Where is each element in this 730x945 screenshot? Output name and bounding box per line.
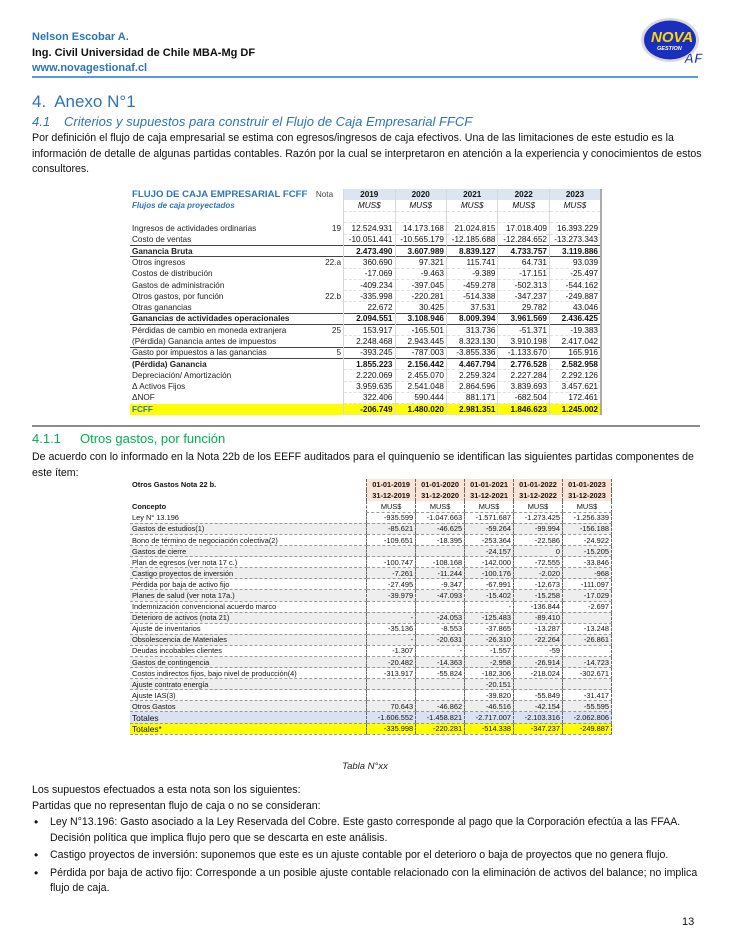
row-value: -1.047.663	[416, 512, 465, 523]
row-label: Gasto por impuestos a las ganancias	[130, 347, 314, 358]
row-nota	[314, 392, 344, 403]
og-table-row	[130, 568, 612, 579]
row-value: 172.461	[549, 392, 601, 403]
row-value: 21.024.815	[446, 223, 497, 234]
row-value: 2.094.551	[344, 313, 395, 324]
row-value: 153.917	[344, 325, 395, 336]
row-value: -12.284.652	[498, 234, 549, 245]
row-value: 30.425	[395, 302, 446, 313]
section-heading-4: 4. Anexo N°1	[32, 92, 136, 111]
fcff-table-row	[130, 302, 601, 313]
row-value: 8.323.130	[446, 336, 497, 347]
row-value: 2.864.596	[446, 381, 497, 392]
fcff-spacer-row	[130, 212, 601, 223]
row-value: 165.916	[549, 347, 601, 358]
row-value: 322.406	[344, 392, 395, 403]
row-label: Bono de término de negociación colectiva(2)	[130, 534, 367, 545]
row-nota: 19	[331, 224, 342, 234]
assumption-item: • Castigo proyectos de inversión: suponemos que este es un ajuste contable por el deterioro o baja de proyectos que no genera flujo.	[32, 848, 702, 864]
og-table-row	[130, 601, 612, 612]
row-value: 1.846.623	[498, 404, 549, 415]
row-nota: 22.a	[314, 257, 344, 268]
row-value: -42.154	[514, 701, 563, 712]
row-value: -12.185.688	[446, 234, 497, 245]
row-value: 0	[514, 546, 563, 557]
row-value: 22.672	[344, 302, 395, 313]
row-value: -20.151	[465, 679, 514, 690]
row-value: -27.495	[367, 579, 416, 590]
row-value: -142.000	[465, 557, 514, 568]
row-value: -59	[514, 645, 563, 656]
row-value: -15.258	[514, 590, 563, 601]
row-value: 2.156.442	[395, 358, 446, 369]
row-value: 12.524.931	[344, 223, 395, 234]
page-number: 13	[682, 916, 695, 928]
row-value	[416, 690, 465, 701]
section-heading-4-1-1: 4.1.1 Otros gastos, por función	[32, 431, 226, 446]
row-value: 3.910.198	[498, 336, 549, 347]
row-value: -15.402	[465, 590, 514, 601]
otros-gastos-paragraph: De acuerdo con lo informado en la Nota 22b de los EEFF auditados para el quinquenio se identifican las siguientes partidas componentes de este ítem:	[32, 451, 694, 479]
row-value: -347.237	[498, 291, 549, 302]
fcff-table-row	[130, 279, 601, 290]
author-name: Nelson Escobar A.	[32, 31, 129, 43]
row-label: Indemnización convencional acuerdo marco	[130, 601, 367, 612]
row-value: 4.467.794	[446, 358, 497, 369]
row-nota	[314, 381, 344, 392]
row-nota	[314, 245, 344, 256]
row-value: -99.994	[514, 523, 563, 534]
row-value: -165.501	[395, 325, 446, 336]
row-value: -8.553	[416, 623, 465, 634]
svg-text:GESTION: GESTION	[657, 46, 682, 52]
row-value	[562, 679, 611, 690]
row-value	[562, 645, 611, 656]
row-value: 590.444	[395, 392, 446, 403]
row-value: -2.697	[562, 601, 611, 612]
row-label: Pérdida por baja de activo fijo	[130, 579, 367, 590]
row-value: 2.220.069	[344, 370, 395, 381]
row-label: Otros Gastos	[130, 701, 367, 712]
row-value	[367, 546, 416, 557]
row-label: Ajuste IAS(3)	[130, 690, 367, 701]
row-value: -	[367, 634, 416, 645]
row-value: -397.045	[395, 279, 446, 290]
og-table-row	[130, 701, 612, 712]
row-value: -1.307	[367, 645, 416, 656]
row-value: 70.643	[367, 701, 416, 712]
row-label: Gastos de estudios(1)	[130, 523, 367, 534]
row-value: 3.959.635	[344, 381, 395, 392]
row-value: 16.393.229	[549, 223, 601, 234]
og-table-row	[130, 523, 612, 534]
row-value: -13.248	[562, 623, 611, 634]
fcff-table-row	[130, 223, 601, 234]
row-value: -218.024	[514, 668, 563, 679]
intro-paragraph: Por definición el flujo de caja empresarial se estima con egresos/ingresos de caja efectivos. Una de las limitaciones de este estudio es la información de detalle de algunas partidas contables. Razón por la cual se interpretaron en atención a la experiencia y conocimientos de estos consultores.	[32, 132, 702, 176]
row-value: -459.278	[446, 279, 497, 290]
row-value: 313.736	[446, 325, 497, 336]
row-value: -7.261	[367, 568, 416, 579]
row-value: -17.151	[498, 268, 549, 279]
row-value: 37.531	[446, 302, 497, 313]
row-value: 3.108.946	[395, 313, 446, 324]
row-value: -20.482	[367, 657, 416, 668]
row-value: -51.371	[498, 325, 549, 336]
row-value: -1.133.670	[498, 347, 549, 358]
row-label: Otros gastos, por función	[132, 291, 224, 301]
row-value: -67.991	[465, 579, 514, 590]
row-value: 3.607.989	[395, 245, 446, 256]
assumptions-intro-1: Los supuestos efectuados a esta nota son los siguientes:	[32, 784, 301, 796]
row-value: -111.097	[562, 579, 611, 590]
row-value: -12.673	[514, 579, 563, 590]
section-divider	[32, 425, 700, 427]
row-value: -14.363	[416, 657, 465, 668]
row-value: -10.051.441	[344, 234, 395, 245]
fcff-table-row	[130, 347, 601, 358]
row-label: Obsolescencia de Materiales	[130, 634, 367, 645]
og-totales-star-row: Totales* -335.998 -220.281 -514.338 -347.237 -249.887	[130, 723, 612, 734]
row-value: -89.410	[514, 612, 563, 623]
row-value: -72.555	[514, 557, 563, 568]
row-value: -9.463	[395, 268, 446, 279]
row-label: Ajuste contrato energía	[130, 679, 367, 690]
row-label: Gastos de cierre	[130, 546, 367, 557]
assumptions-list	[32, 815, 702, 899]
row-value: -24.157	[465, 546, 514, 557]
row-label: Plan de egresos (ver nota 17 c.)	[130, 557, 367, 568]
row-label: Depreciación/ Amortización	[132, 370, 232, 380]
fcff-table-row	[130, 234, 601, 245]
row-value: -35.136	[367, 623, 416, 634]
row-value: -3.855.336	[446, 347, 497, 358]
row-value	[416, 601, 465, 612]
row-label: Gastos de administración	[132, 280, 225, 290]
row-value: -24.053	[416, 612, 465, 623]
row-label: Planes de salud (ver nota 17a.)	[130, 590, 367, 601]
row-value: 8.009.394	[446, 313, 497, 324]
row-label: Ajuste de inventarios	[130, 623, 367, 634]
row-value: -514.338	[446, 291, 497, 302]
row-value: -47.093	[416, 590, 465, 601]
author-title: Ing. Civil Universidad de Chile MBA-Mg DF	[32, 46, 256, 59]
row-value: -109.651	[367, 534, 416, 545]
row-value: 97.321	[395, 257, 446, 268]
row-nota	[314, 358, 344, 369]
row-value: -	[465, 601, 514, 612]
nova-gestion-logo	[640, 16, 706, 68]
row-value: -182.306	[465, 668, 514, 679]
row-value: -100.747	[367, 557, 416, 568]
row-value: -220.281	[395, 291, 446, 302]
otros-gastos-table	[130, 479, 612, 735]
row-value: -1.256.339	[562, 512, 611, 523]
row-value: 2.943.445	[395, 336, 446, 347]
row-label: Costo de ventas	[132, 235, 192, 245]
row-label: (Pérdida) Ganancia	[130, 358, 314, 369]
row-value	[367, 679, 416, 690]
row-value: -1.571.687	[465, 512, 514, 523]
row-value: 29.782	[498, 302, 549, 313]
row-label: Costos indirectos fijos, bajo nivel de producción(4)	[130, 668, 367, 679]
row-value: -59.264	[465, 523, 514, 534]
row-value: -2.020	[514, 568, 563, 579]
row-value: -22.264	[514, 634, 563, 645]
row-label: Gastos de contingencia	[130, 657, 367, 668]
row-nota: 25	[314, 325, 344, 336]
row-value: -17.029	[562, 590, 611, 601]
row-value: 2.582.958	[549, 358, 601, 369]
row-value: -249.887	[549, 291, 601, 302]
row-value: 2.248.468	[344, 336, 395, 347]
row-label: Deudas incobables clientes	[130, 645, 367, 656]
row-value: -46.625	[416, 523, 465, 534]
assumption-item: • Ley N°13.196: Gasto asociado a la Ley Reservada del Cobre. Este gasto corresponde al pago que la Corporación efectúa a las FFAA. Decisión política que implica flujo pero que se descarta en este análisis.	[32, 815, 702, 846]
row-value: 1.480.020	[395, 404, 446, 415]
row-value: -	[416, 645, 465, 656]
fcff-unit-row: Flujos de caja proyectados MUS$ MUS$ MUS$ MUS$ MUS$	[130, 200, 601, 211]
og-table-row	[130, 623, 612, 634]
row-value: 2.541.048	[395, 381, 446, 392]
row-value: -136.844	[514, 601, 563, 612]
row-value: 2.292.126	[549, 370, 601, 381]
og-table-row	[130, 690, 612, 701]
row-value: -26.861	[562, 634, 611, 645]
row-value: -544.162	[549, 279, 601, 290]
og-table-row	[130, 679, 612, 690]
row-value: 2.473.490	[344, 245, 395, 256]
row-value: -1.557	[465, 645, 514, 656]
og-table-row	[130, 590, 612, 601]
row-value: -25.497	[549, 268, 601, 279]
fcff-table-row	[130, 291, 601, 302]
og-table-row	[130, 579, 612, 590]
row-nota: 5	[314, 347, 344, 358]
fcff-table-row	[130, 404, 601, 415]
row-value: -13.273.343	[549, 234, 601, 245]
row-value: -55.824	[416, 668, 465, 679]
row-value: 8.839.127	[446, 245, 497, 256]
row-nota	[314, 279, 344, 290]
row-value: -2.958	[465, 657, 514, 668]
row-value: -46.862	[416, 701, 465, 712]
row-value: -31.417	[562, 690, 611, 701]
fcff-table-row	[130, 381, 601, 392]
section-heading-4-1: 4.1 Criterios y supuestos para construir el Flujo de Caja Empresarial FFCF	[32, 114, 473, 129]
row-value: -108.168	[416, 557, 465, 568]
row-label: Pérdidas de cambio en moneda extranjera	[130, 325, 314, 336]
row-value: -206.749	[344, 404, 395, 415]
row-value: -335.998	[344, 291, 395, 302]
og-table-row	[130, 657, 612, 668]
row-nota	[314, 302, 344, 313]
row-value: 2.981.351	[446, 404, 497, 415]
document-header	[32, 30, 255, 77]
row-value: -55.849	[514, 690, 563, 701]
row-value: -46.516	[465, 701, 514, 712]
row-value: -9.347	[416, 579, 465, 590]
row-value: -19.383	[549, 325, 601, 336]
row-nota	[314, 404, 344, 415]
og-header-row-1: Otros Gastos Nota 22 b. 01-01-2019 01-01-2020 01-01-2021 01-01-2022 01-01-2023	[130, 479, 612, 490]
row-value: -17.069	[344, 268, 395, 279]
row-value	[367, 690, 416, 701]
row-value	[416, 679, 465, 690]
fcff-header-row: FLUJO DE CAJA EMPRESARIAL FCFF Nota 2019 2020 2021 2022 2023	[130, 189, 601, 200]
row-nota	[314, 313, 344, 324]
row-value: -37.865	[465, 623, 514, 634]
row-value: -100.176	[465, 568, 514, 579]
row-value: 1.855.223	[344, 358, 395, 369]
row-value: 4.733.757	[498, 245, 549, 256]
row-value: 360.690	[344, 257, 395, 268]
row-label: (Pérdida) Ganancia antes de impuestos	[132, 336, 277, 346]
row-value: 115.741	[446, 257, 497, 268]
fcff-table-row	[130, 358, 601, 369]
row-value: -787.003	[395, 347, 446, 358]
row-value: 2.776.528	[498, 358, 549, 369]
row-label: Otras ganancias	[132, 302, 192, 312]
row-value: -20.631	[416, 634, 465, 645]
fcff-table-row	[130, 392, 601, 403]
og-table-row	[130, 668, 612, 679]
row-label: Deterioro de activos (nota 21)	[130, 612, 367, 623]
row-value: -10.565.179	[395, 234, 446, 245]
fcff-table-row	[130, 325, 601, 336]
header-divider	[32, 76, 698, 78]
row-value: -11.244	[416, 568, 465, 579]
row-nota: 22.b	[325, 291, 342, 301]
row-label: Ganancias de actividades operacionales	[130, 313, 314, 324]
row-value: -55.595	[562, 701, 611, 712]
row-value: -	[367, 612, 416, 623]
row-value: -39.820	[465, 690, 514, 701]
fcff-table-row	[130, 336, 601, 347]
row-value	[416, 546, 465, 557]
row-label: Ley N° 13.196	[130, 512, 367, 523]
row-value: 3.839.693	[498, 381, 549, 392]
row-label: Ingresos de actividades ordinarias	[132, 224, 257, 234]
og-table-row	[130, 634, 612, 645]
assumption-item: • Pérdida por baja de activo fijo: Corresponde a un posible ajuste contable relacionado con la eliminación de activos del balance; no implica flujo de caja.	[32, 866, 702, 897]
row-label: ΔNOF	[132, 393, 155, 403]
row-value	[514, 679, 563, 690]
row-value: -9.389	[446, 268, 497, 279]
row-value: 3.119.886	[549, 245, 601, 256]
row-label: Δ Activos Fijos	[132, 382, 186, 392]
og-header-row-2: 31-12-2019 31-12-2020 31-12-2021 31-12-2022 31-12-2023	[130, 490, 612, 501]
row-value: -39.979	[367, 590, 416, 601]
row-value: 14.173.168	[395, 223, 446, 234]
row-value: 2.417.042	[549, 336, 601, 347]
row-value: 17.018.409	[498, 223, 549, 234]
row-value: -26.914	[514, 657, 563, 668]
assumptions-intro-2: Partidas que no representan flujo de caja o no se consideran:	[32, 800, 321, 812]
fcff-table-row	[130, 245, 601, 256]
og-table-row	[130, 546, 612, 557]
row-value: -502.313	[498, 279, 549, 290]
row-value: -13.287	[514, 623, 563, 634]
row-value: -253.364	[465, 534, 514, 545]
row-value: -302.671	[562, 668, 611, 679]
row-nota	[314, 336, 344, 347]
og-totales-row: Totales -1.606.552 -1.458.821 -2.717.007 -2.103.316 -2.062.806	[130, 712, 612, 723]
og-table-row	[130, 512, 612, 523]
row-value: 93.039	[549, 257, 601, 268]
row-label: Otros ingresos	[130, 257, 314, 268]
row-nota	[314, 234, 344, 245]
row-value: 64.731	[498, 257, 549, 268]
fcff-table-row	[130, 257, 601, 268]
row-label: Ganancia Bruta	[130, 245, 314, 256]
og-table-row	[130, 534, 612, 545]
row-value: -313.917	[367, 668, 416, 679]
og-table-row	[130, 612, 612, 623]
fcff-table-row	[130, 313, 601, 324]
website-link[interactable]: www.novagestionaf.cl	[32, 62, 148, 74]
svg-text:NOVA: NOVA	[651, 29, 694, 46]
row-value: -968	[562, 568, 611, 579]
og-concept-row: Concepto MUS$ MUS$ MUS$ MUS$ MUS$	[130, 501, 612, 512]
row-value: 2.227.284	[498, 370, 549, 381]
fcff-table-row	[130, 370, 601, 381]
row-value	[562, 612, 611, 623]
row-value: 1.245.002	[549, 404, 601, 415]
row-value: -18.395	[416, 534, 465, 545]
row-value: -125.483	[465, 612, 514, 623]
row-value: 2.436.425	[549, 313, 601, 324]
og-table-row	[130, 645, 612, 656]
row-value: -393.245	[344, 347, 395, 358]
row-value: -409.234	[344, 279, 395, 290]
row-value: -1.273.425	[514, 512, 563, 523]
row-value: 3.457.621	[549, 381, 601, 392]
row-value	[367, 601, 416, 612]
fcff-table	[130, 189, 602, 415]
row-nota	[314, 370, 344, 381]
row-value: -22.586	[514, 534, 563, 545]
row-value: 2.455.070	[395, 370, 446, 381]
row-label: Costos de distribución	[132, 269, 213, 279]
svg-text:AF: AF	[684, 50, 703, 66]
row-value: 3.961.569	[498, 313, 549, 324]
row-value: 2.259.324	[446, 370, 497, 381]
row-label: FCFF	[130, 404, 314, 415]
row-label: Castigo proyectos de inversión	[130, 568, 367, 579]
row-value: 43.046	[549, 302, 601, 313]
row-value: -935.599	[367, 512, 416, 523]
row-nota	[314, 268, 344, 279]
row-value: -14.723	[562, 657, 611, 668]
fcff-table-row	[130, 268, 601, 279]
og-table-row	[130, 557, 612, 568]
row-value: -15.205	[562, 546, 611, 557]
row-value: -85.621	[367, 523, 416, 534]
row-value: -156.188	[562, 523, 611, 534]
row-value: -33.846	[562, 557, 611, 568]
row-value: -682.504	[498, 392, 549, 403]
row-value: -26.310	[465, 634, 514, 645]
table-caption: Tabla N°xx	[342, 761, 388, 772]
row-value: -24.922	[562, 534, 611, 545]
row-value: 881.171	[446, 392, 497, 403]
